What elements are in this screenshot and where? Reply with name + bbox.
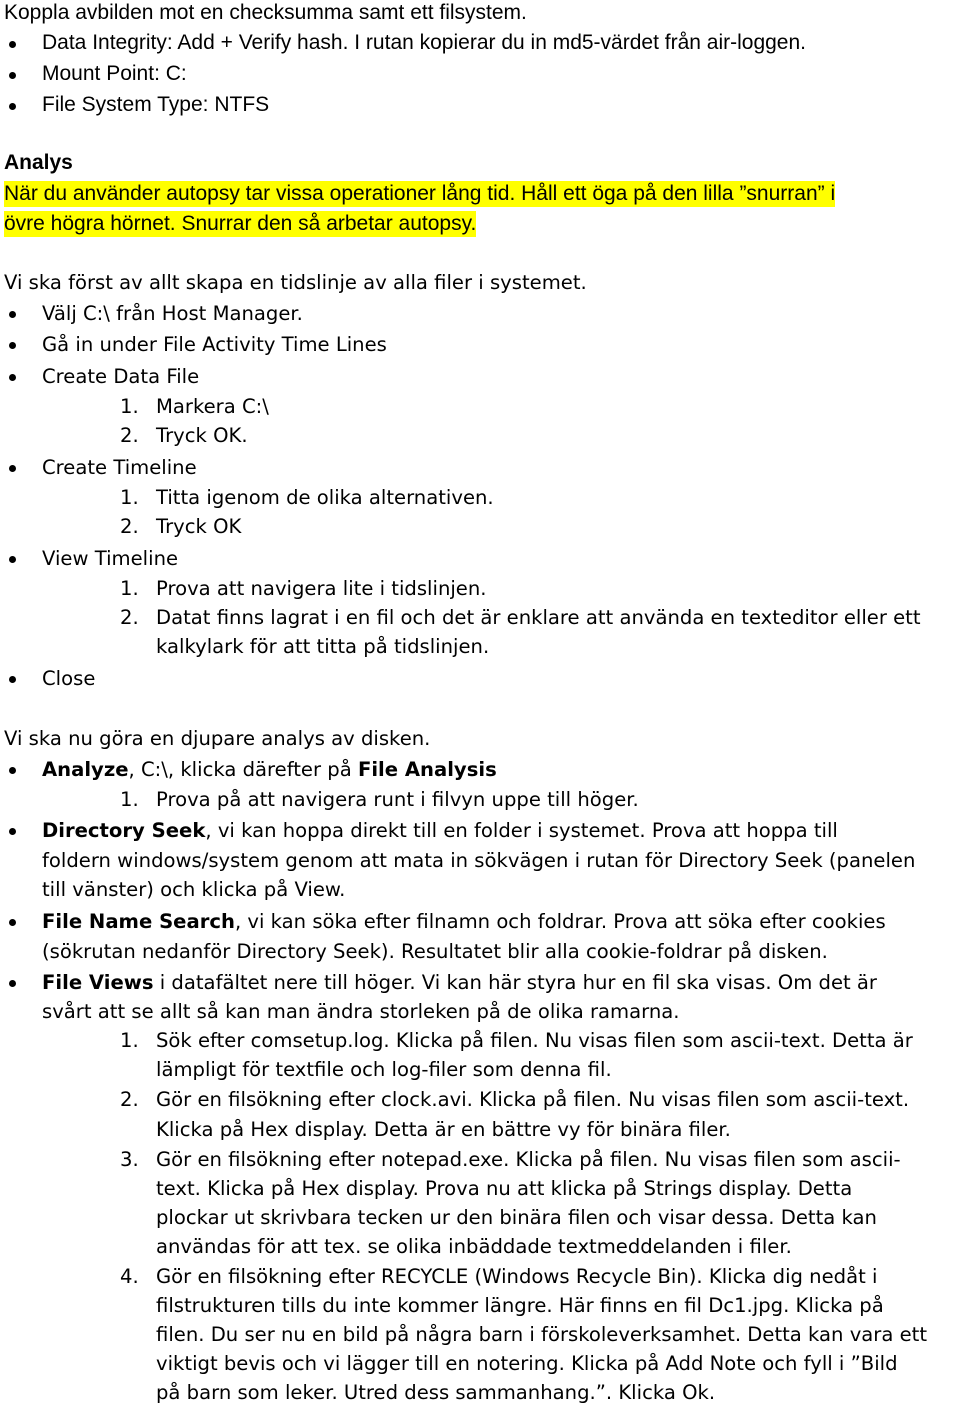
file-name-search-line-1 bbox=[42, 909, 886, 935]
step-text: viktigt bevis och vi lägger till en notering. Klicka på Add Note och fyll i ”Bild bbox=[156, 1352, 898, 1375]
step-text: på barn som leker. Utred dess sammanhang.”. Klicka Ok. bbox=[156, 1381, 716, 1404]
file-views-bold: File Views bbox=[42, 971, 154, 994]
file-name-search-bold: File Name Search bbox=[42, 910, 235, 933]
timeline-bullet-6: Close bbox=[42, 667, 96, 690]
step-text: Gör en filsökning efter notepad.exe. Klicka på filen. Nu visas filen som ascii- bbox=[156, 1148, 901, 1171]
step-text-continued: kalkylark för att titta på tidslinjen. bbox=[156, 635, 490, 658]
step-text: Datat finns lagrat i en fil och det är enklare att använda en texteditor eller ett bbox=[156, 606, 921, 629]
directory-seek-line-2: foldern windows/system genom att mata in sökvägen i rutan för Directory Seek (panelen bbox=[42, 849, 916, 872]
step-text: Klicka på Hex display. Detta är en bättre vy för binära filer. bbox=[156, 1118, 731, 1141]
analyze-line bbox=[42, 757, 497, 783]
step-number: 2. bbox=[120, 515, 139, 538]
timeline-bullet-4: Create Timeline bbox=[42, 456, 197, 479]
step-number: 1. bbox=[120, 577, 139, 600]
directory-seek-bold: Directory Seek bbox=[42, 819, 206, 842]
file-views-text: i datafältet nere till höger. Vi kan här styra hur en fil ska visas. Om det är bbox=[153, 971, 877, 994]
step-text: filen. Du ser nu en bild på några barn i förskoleverksamhet. Detta kan vara ett bbox=[156, 1323, 928, 1346]
bullet-icon bbox=[9, 980, 16, 987]
step-number: 1. bbox=[120, 395, 139, 418]
bullet-icon bbox=[9, 919, 16, 926]
timeline-bullet-3: Create Data File bbox=[42, 365, 200, 388]
step-text: Gör en filsökning efter RECYCLE (Windows Recycle Bin). Klicka dig nedåt i bbox=[156, 1265, 878, 1288]
analyze-mid: , C:\, klicka därefter på bbox=[128, 758, 358, 781]
step-text: Markera C:\ bbox=[156, 395, 269, 418]
intro-bullet-1: Data Integrity: Add + Verify hash. I rutan kopierar du in md5-värdet från air-loggen. bbox=[42, 31, 806, 54]
analyze-bold: Analyze bbox=[42, 758, 129, 781]
bullet-icon bbox=[9, 767, 16, 774]
timeline-bullet-5: View Timeline bbox=[42, 547, 179, 570]
file-name-search-text: , vi kan söka efter filnamn och foldrar. Prova att söka efter cookies bbox=[234, 910, 886, 933]
analys-heading: Analys bbox=[4, 151, 73, 174]
step-text: Tryck OK bbox=[156, 515, 242, 538]
bullet-icon bbox=[9, 41, 16, 48]
step-text: Prova på att navigera runt i filvyn uppe till höger. bbox=[156, 788, 639, 811]
step-text: Tryck OK. bbox=[156, 424, 248, 447]
bullet-icon bbox=[9, 72, 16, 79]
step-text: Prova att navigera lite i tidslinjen. bbox=[156, 577, 487, 600]
step-text: Sök efter comsetup.log. Klicka på filen. Nu visas filen som ascii-text. Detta är bbox=[156, 1029, 913, 1052]
step-text: Titta igenom de olika alternativen. bbox=[156, 486, 494, 509]
file-views-line-2: svårt att se allt så kan man ändra storleken på de olika ramarna. bbox=[42, 1000, 680, 1023]
intro-bullet-3: File System Type: NTFS bbox=[42, 93, 270, 116]
directory-seek-line-3: till vänster) och klicka på View. bbox=[42, 878, 346, 901]
step-number: 2. bbox=[120, 1088, 139, 1111]
step-number: 4. bbox=[120, 1265, 139, 1288]
step-number: 3. bbox=[120, 1148, 139, 1171]
timeline-bullet-2: Gå in under File Activity Time Lines bbox=[42, 333, 387, 356]
step-text: text. Klicka på Hex display. Prova nu att klicka på Strings display. Detta bbox=[156, 1177, 853, 1200]
step-text: lämpligt för textfile och log-filer som denna fil. bbox=[156, 1058, 612, 1081]
step-number: 2. bbox=[120, 606, 139, 629]
step-text: Gör en filsökning efter clock.avi. Klicka på filen. Nu visas filen som ascii-text. bbox=[156, 1088, 910, 1111]
step-number: 1. bbox=[120, 486, 139, 509]
bullet-icon bbox=[9, 556, 16, 563]
step-text: plockar ut skrivbara tecken ur den binära filen och visar dessa. Detta kan bbox=[156, 1206, 877, 1229]
step-number: 1. bbox=[120, 788, 139, 811]
step-text: filstrukturen tills du inte kommer längre. Här finns en fil Dc1.jpg. Klicka på bbox=[156, 1294, 884, 1317]
bullet-icon bbox=[9, 828, 16, 835]
bullet-icon bbox=[9, 374, 16, 381]
analys-highlight-line-2: övre högra hörnet. Snurrar den så arbetar autopsy. bbox=[4, 212, 477, 235]
deep-intro: Vi ska nu göra en djupare analys av disken. bbox=[4, 727, 431, 750]
bullet-icon bbox=[9, 103, 16, 110]
analys-highlight-line-1: När du använder autopsy tar vissa operationer lång tid. Håll ett öga på den lilla ”snurran” i bbox=[4, 182, 836, 205]
file-views-line-1 bbox=[42, 970, 877, 996]
timeline-bullet-1: Välj C:\ från Host Manager. bbox=[42, 302, 303, 325]
intro-line: Koppla avbilden mot en checksumma samt ett filsystem. bbox=[4, 1, 527, 24]
intro-bullet-2: Mount Point: C: bbox=[42, 62, 187, 85]
bullet-icon bbox=[9, 465, 16, 472]
directory-seek-text: , vi kan hoppa direkt till en folder i systemet. Prova att hoppa till bbox=[205, 819, 838, 842]
step-number: 2. bbox=[120, 424, 139, 447]
directory-seek-line-1 bbox=[42, 818, 838, 844]
step-text: användas för att tex. se olika inbäddade textmeddelanden i filer. bbox=[156, 1235, 792, 1258]
timeline-intro: Vi ska först av allt skapa en tidslinje av alla filer i systemet. bbox=[4, 271, 587, 294]
file-name-search-line-2: (sökrutan nedanför Directory Seek). Resultatet blir alla cookie-foldrar på disken. bbox=[42, 940, 828, 963]
file-analysis-bold: File Analysis bbox=[357, 758, 497, 781]
bullet-icon bbox=[9, 311, 16, 318]
bullet-icon bbox=[9, 342, 16, 349]
bullet-icon bbox=[9, 676, 16, 683]
step-number: 1. bbox=[120, 1029, 139, 1052]
